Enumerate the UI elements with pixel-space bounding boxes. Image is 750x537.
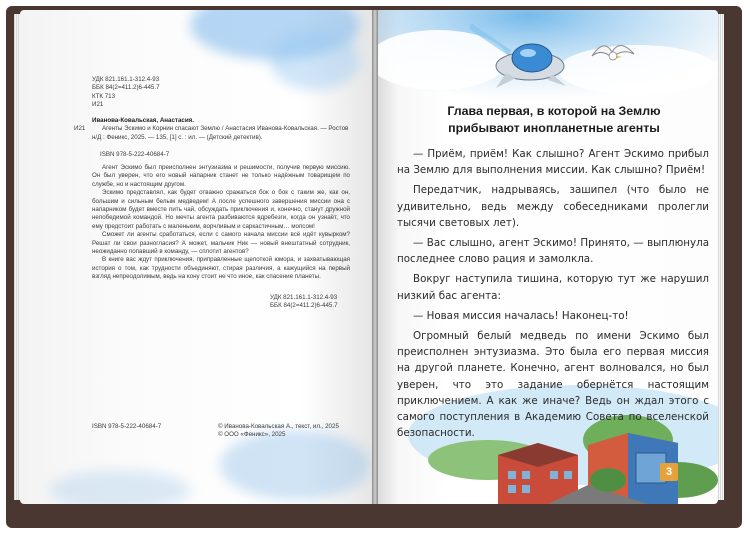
page-number: 3 (660, 463, 678, 481)
annotation-paragraph: В книге вас ждут приключения, приправленные щепоткой юмора, и захватывающая история о том, как трудности объединяют, стирая различия, а кажущийся на первый взгляд непреодолимым, ведь на кону стоит не что иное, как спасение планеты. (92, 256, 350, 281)
classification-codes-bottom (270, 294, 338, 311)
annotation-paragraph: Агент Эскимо был преисполнен энтузиазма и решимости, получив первую миссию. Он был уверен, что его новый напарник станет не только надёжным товарищем по службе, но и настоящим другом. (92, 164, 350, 188)
watercolor-splash-bottom (220, 430, 370, 500)
annotation (92, 164, 350, 282)
watercolor-splash-top-right (270, 30, 360, 90)
chapter-title (404, 103, 704, 137)
udk-code: УДК 821.161.1-312.4-93 (270, 294, 338, 301)
copyright-line: © ООО «Феникс», 2025 (218, 431, 286, 439)
page-edges-right (718, 14, 724, 500)
annotation-paragraph: Сможет ли агенты сработаться, если с самого начала миссии всё идёт кувырком? Решат ли свои разногласия? А может, мальчик Ник — новый внештатный сотрудник, неожиданно попавший в команду, — сплотит агентов? (92, 231, 350, 256)
text-paragraph: Огромный белый медведь по имени Эскимо был преисполнен энтузиазма. Это была его первая миссия на другой планете. Конечно, агент волновался, но был уверен, что это задание обернётся настоящим приключением. А как же иначе? Ведь он ждал этого с самого поступления в Академию Совета по вселенской безопасности. (397, 330, 709, 440)
chapter-title-line: прибывают инопланетные агенты (448, 121, 660, 135)
chapter-text (397, 146, 709, 445)
bbk-code: ББК 84(2=411.2)6-445.7 (270, 302, 338, 310)
catalog-isbn: ISBN 978-5-222-40684-7 (100, 151, 170, 158)
watercolor-splash-bottom-left (50, 470, 190, 504)
bbk-code: ББК 84(2=411.2)6-445.7 (92, 84, 160, 92)
spaceship-icon (470, 18, 590, 98)
ktk-code: КТК 713 (92, 92, 116, 100)
chapter-title-line: Глава первая, в которой на Землю (447, 104, 661, 118)
text-paragraph: — Приём, приём! Как слышно? Агент Эскимо прибыл на Землю для выполнения миссии. Как слышно? Приём! (397, 148, 709, 177)
text-paragraph: Передатчик, надрываясь, зашипел (что было не удивительно, ведь между собеседниками пролегли тысячи световых лет). (397, 184, 709, 229)
text-paragraph: — Новая миссия началась! Наконец-то! (413, 309, 629, 322)
udk-code: УДК 821.161.1-312.4-93 (92, 76, 160, 83)
annotation-paragraph: Эскимо представлял, как будет отважно сражаться бок о бок с таким же, как он, большим и сильным белым медведем! А после успешного завершения миссии она с напарником будет вместе пить чай, обсуждать приключения и, конечно, станут дружной непобедимой командой. Но мечты агента разбиваются вдребезги, когда он узнаёт, что ему предстоит работать с маленьким, ворчливым и саркастичным… мопсом! (92, 189, 350, 230)
text-paragraph: — Вас слышно, агент Эскимо! Принято, — выплюнула последнее слово рация и замолкла. (397, 237, 709, 266)
catalog-code: И21 (74, 125, 86, 132)
isbn-footer: ISBN 978-5-222-40684-7 (92, 423, 162, 430)
text-paragraph: Вокруг наступила тишина, которую тут же нарушил низкий бас агента: (397, 273, 709, 302)
classification-codes (92, 76, 160, 110)
seagull-icon (588, 34, 638, 74)
copyright-block (218, 423, 339, 440)
catalog-entry-text: Агенты Эскимо и Корнин спасают Землю / Анастасия Иванова-Ковальская. — Ростов н/Д : Феникс, 2025. — 135, [1] с. : ил. — (Детский детектив). (92, 125, 349, 141)
author-mark: И21 (92, 101, 104, 109)
catalog-author: Иванова-Ковальская, Анастасия. (92, 117, 194, 124)
catalog-entry (92, 117, 350, 142)
copyright-line: © Иванова-Ковальская А., текст, ил., 2025 (218, 423, 339, 430)
